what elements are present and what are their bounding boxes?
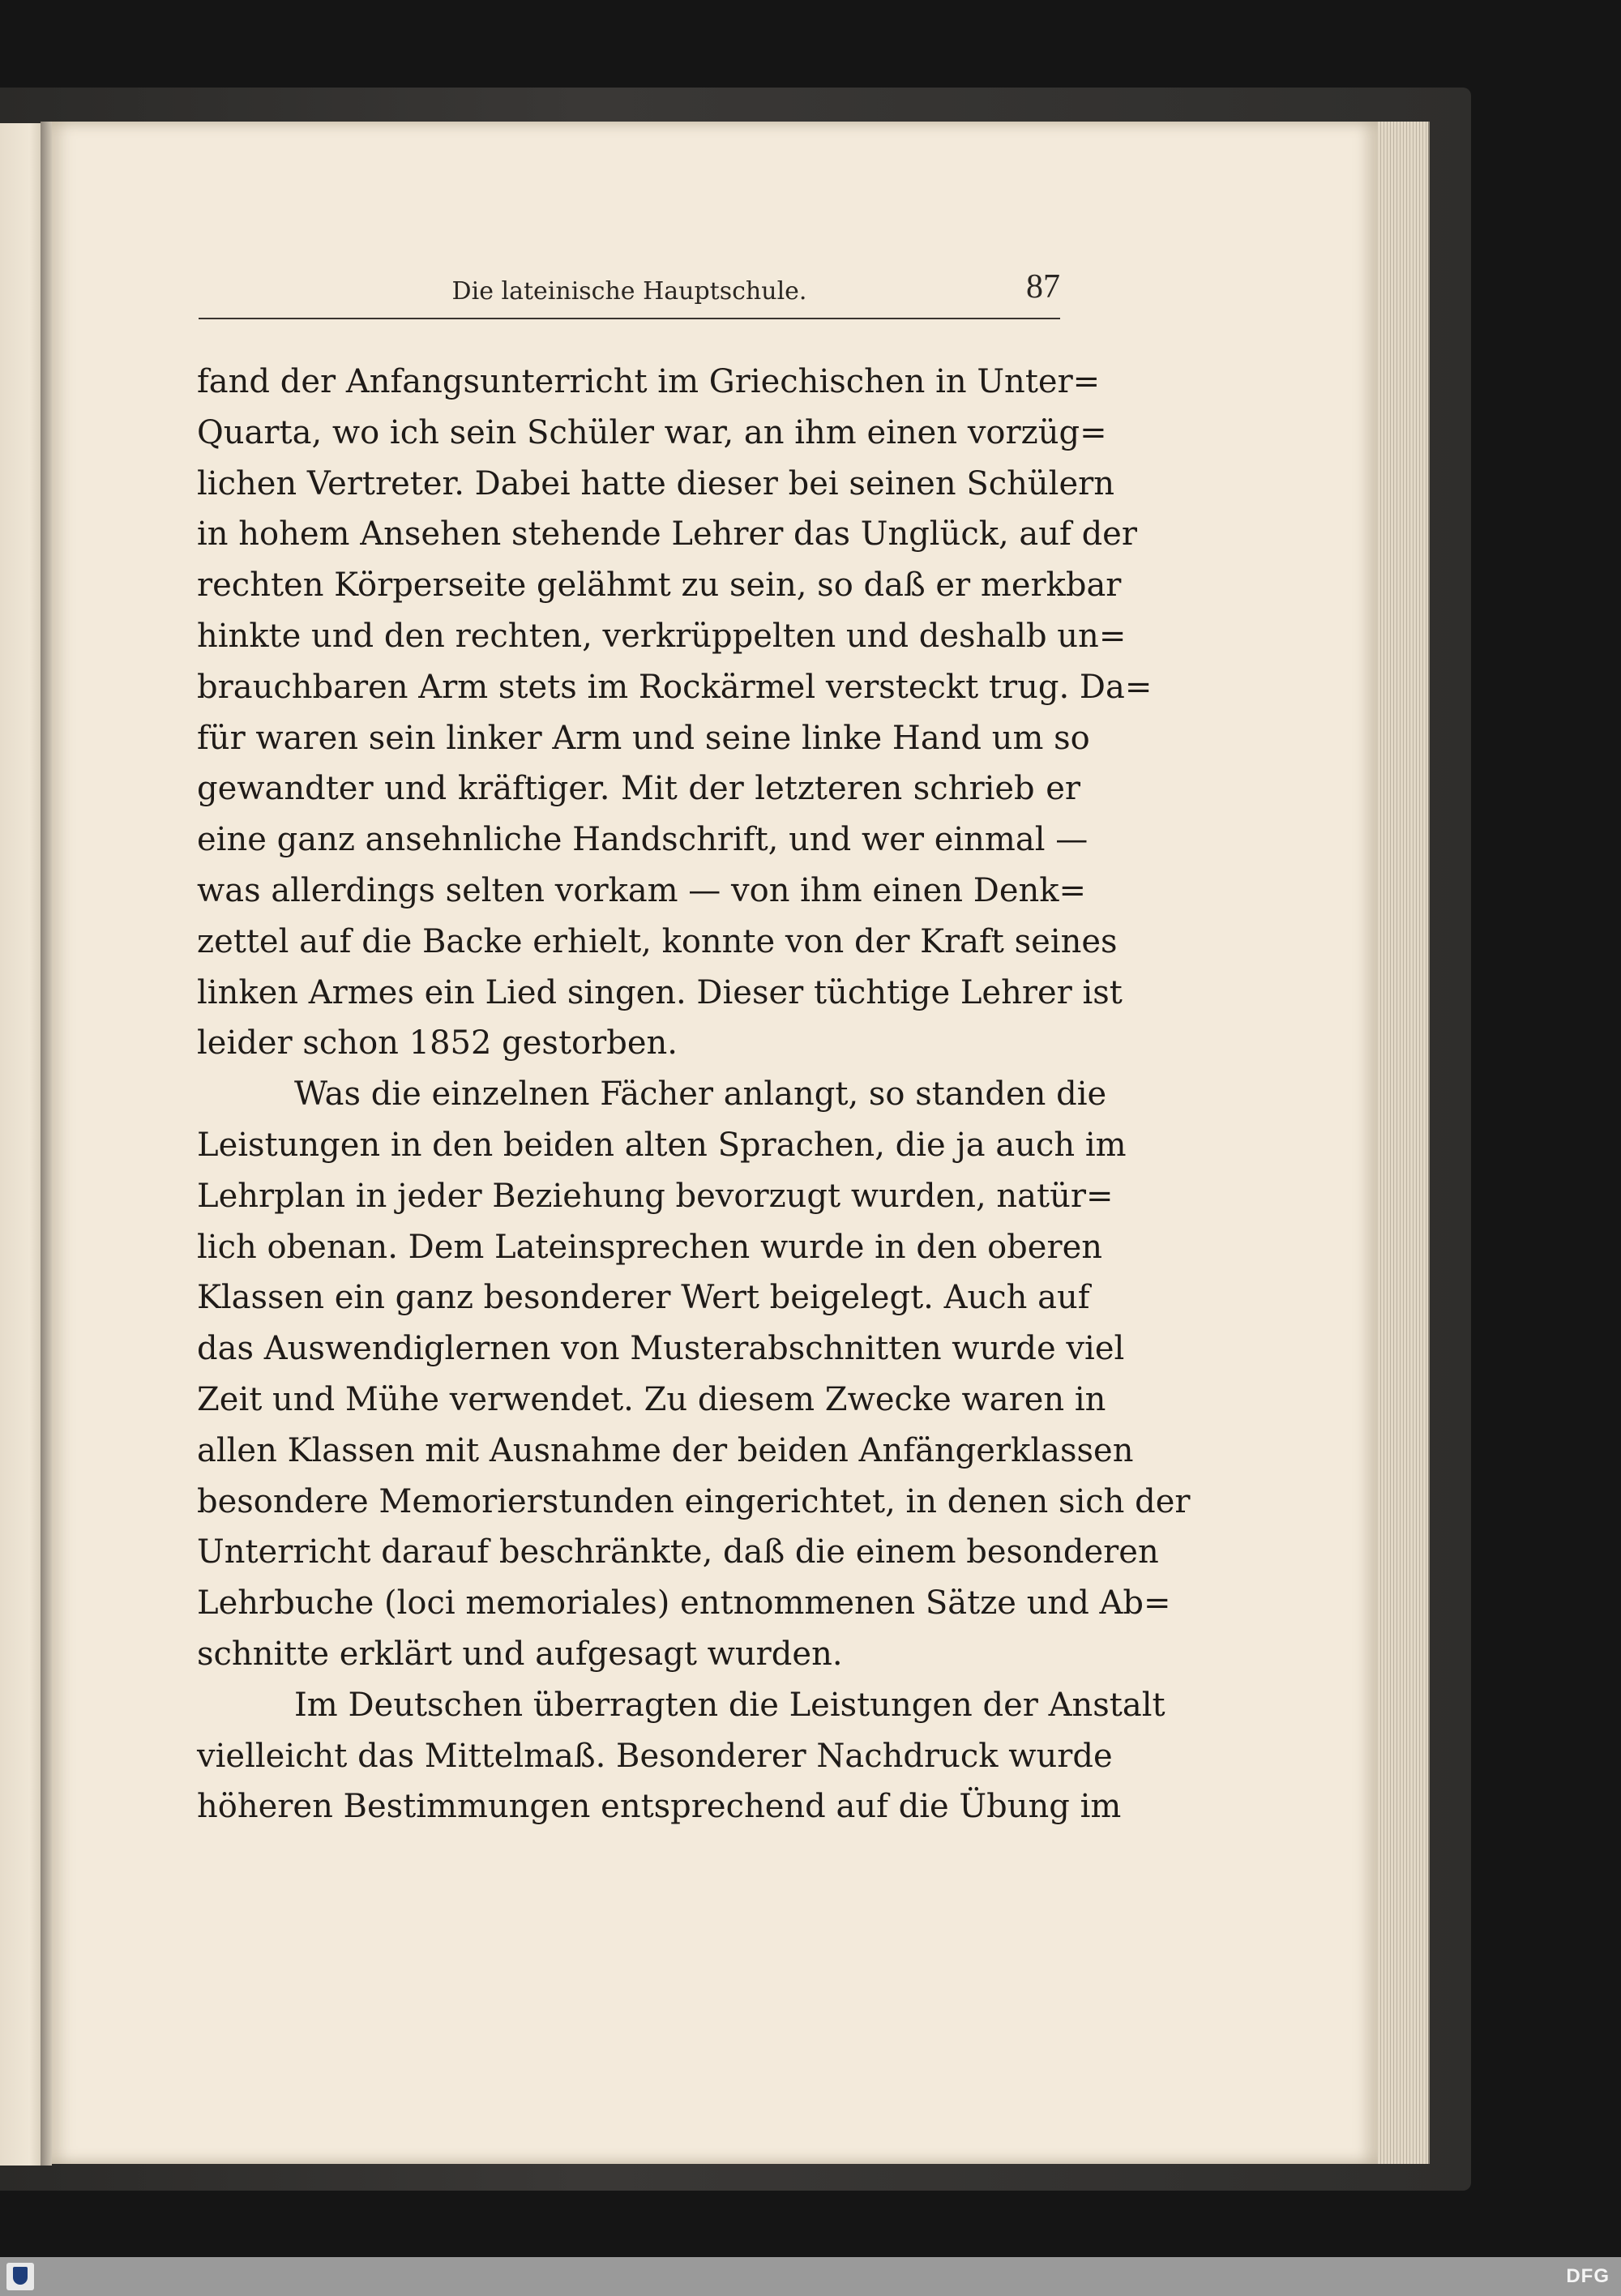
text-line: Lehrplan in jeder Beziehung bevorzugt wurden, natür=	[197, 1177, 1114, 1215]
text-line: in hohem Ansehen stehende Lehrer das Unglück, auf der	[197, 515, 1137, 554]
header-rule	[199, 318, 1060, 319]
running-head-title: Die lateinische Hauptschule.	[451, 277, 807, 306]
page-number: 87	[1026, 268, 1060, 306]
body-text	[197, 357, 1191, 1832]
text-line: Quarta, wo ich sein Schüler war, an ihm einen vorzüg=	[197, 413, 1107, 451]
text-line: eine ganz ansehnliche Handschrift, und wer einmal —	[197, 821, 1089, 859]
text-line: vielleicht das Mittelmaß. Besonderer Nachdruck wurde	[197, 1737, 1113, 1775]
library-shield-icon	[13, 2267, 28, 2285]
text-line: lich obenan. Dem Lateinsprechen wurde in den oberen	[197, 1228, 1103, 1266]
text-line: Unterricht darauf beschränkte, daß die einem besonderen	[197, 1533, 1159, 1571]
text-line: leider schon 1852 gestorben.	[197, 1024, 678, 1062]
gutter	[41, 122, 52, 2166]
text-line: rechten Körperseite gelähmt zu sein, so daß er merkbar	[197, 567, 1122, 605]
text-line: zettel auf die Backe erhielt, konnte von der Kraft seines	[197, 922, 1118, 960]
text-line: für waren sein linker Arm und seine linke Hand um so	[197, 719, 1090, 757]
text-line: fand der Anfangsunterricht im Griechischen in Unter=	[197, 363, 1101, 400]
viewer-footer-bar	[0, 2257, 1621, 2296]
text-line: schnitte erklärt und aufgesagt wurden.	[197, 1635, 843, 1673]
text-line: brauchbaren Arm stets im Rockärmel versteckt trug. Da=	[197, 668, 1153, 706]
text-line: was allerdings selten vorkam — von ihm einen Denk=	[197, 871, 1087, 909]
text-line: Im Deutschen überragten die Leistungen der Anstalt	[294, 1686, 1165, 1724]
text-line: Zeit und Mühe verwendet. Zu diesem Zwecke waren in	[197, 1380, 1106, 1418]
text-line: allen Klassen mit Ausnahme der beiden Anfängerklassen	[197, 1431, 1134, 1469]
text-line: linken Armes ein Lied singen. Dieser tüchtige Lehrer ist	[197, 973, 1123, 1011]
text-line: höheren Bestimmungen entsprechend auf die Übung im	[197, 1788, 1122, 1826]
text-line: hinkte und den rechten, verkrüppelten und deshalb un=	[197, 617, 1127, 655]
text-line: gewandter und kräftiger. Mit der letzteren schrieb er	[197, 770, 1080, 808]
dfg-logo[interactable]: DFG	[1566, 2265, 1610, 2287]
running-head	[199, 267, 1060, 316]
text-line: lichen Vertreter. Dabei hatte dieser bei seinen Schülern	[197, 464, 1114, 502]
library-logo[interactable]	[6, 2263, 34, 2290]
text-line: das Auswendiglernen von Musterabschnitten wurde viel	[197, 1330, 1125, 1368]
text-line: Lehrbuche (loci memoriales) entnommenen Sätze und Ab=	[197, 1584, 1171, 1623]
text-line: Leistungen in den beiden alten Sprachen, die ja auch im	[197, 1126, 1127, 1164]
text-line: Klassen ein ganz besonderer Wert beigelegt. Auch auf	[197, 1279, 1090, 1317]
verso-page-edge	[0, 123, 42, 2166]
text-line: besondere Memorierstunden eingerichtet, in denen sich der	[197, 1482, 1191, 1520]
text-line: Was die einzelnen Fächer anlangt, so standen die	[294, 1075, 1107, 1114]
